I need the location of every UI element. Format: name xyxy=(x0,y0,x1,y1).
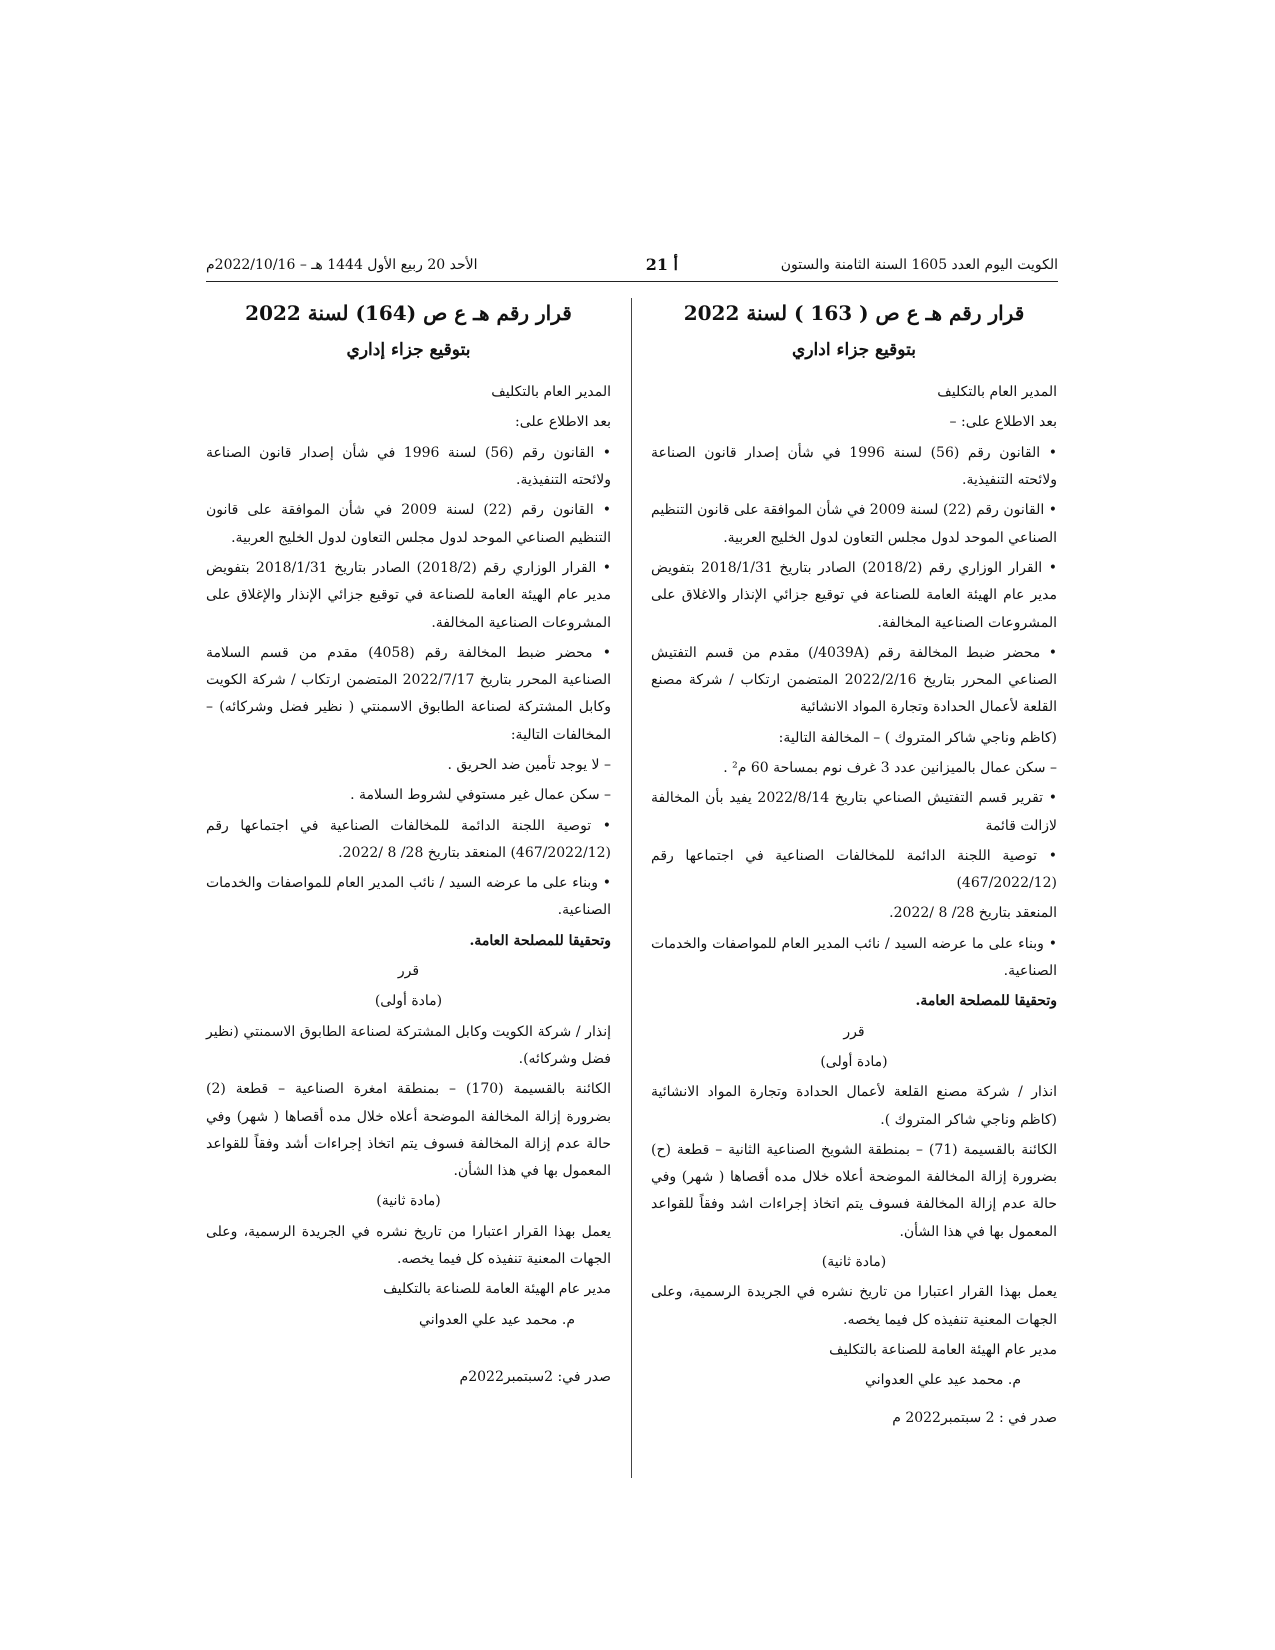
decision-164 xyxy=(206,298,611,1394)
paragraph: – لا يوجد تأمين ضد الحريق . xyxy=(447,757,611,773)
paragraph: • توصية اللجنة الدائمة للمخالفات الصناعية في اجتماعها رقم (467/2022/12) xyxy=(651,847,1057,892)
paragraph: • توصية اللجنة الدائمة للمخالفات الصناعية في اجتماعها رقم (467/2022/12) المنعقد بتاريخ 28/ 8 /2022. xyxy=(206,817,611,861)
paragraph: – سكن عمال بالميزانين عدد 3 غرف نوم بمساحة 60 م² . xyxy=(723,760,1057,776)
column-divider xyxy=(631,298,632,1478)
article-one-heading: (مادة أولى) xyxy=(820,1053,888,1070)
paragraph: بعد الاطلاع على: xyxy=(515,414,611,431)
issued-date: صدر في: 2سبتمبر2022م xyxy=(459,1368,611,1385)
article-two-text: يعمل بهذا القرار اعتبارا من تاريخ نشره في الجريدة الرسمية، وعلى الجهات المعنية تنفيذه كل فيما يخصه. xyxy=(206,1223,611,1268)
issued-date: صدر في : 2 سبتمبر2022 م xyxy=(892,1409,1057,1426)
page-number: أ 21 xyxy=(645,255,678,274)
paragraph: • محضر ضبط المخالفة رقم (4039A/) مقدم من قسم التفتيش الصناعي المحرر بتاريخ 2022/2/16 المتضمن ارتكاب / شركة مصنع القلعة لأعمال الحدادة وتجارة المواد الانشائية xyxy=(651,644,1058,716)
issue-info: الكويت اليوم العدد 1605 السنة الثامنة والستون xyxy=(780,257,1058,273)
signatory-name: م. محمد عيد علي العدواني xyxy=(865,1372,1021,1389)
paragraph: • وبناء على ما عرضه السيد / نائب المدير العام للمواصفات والخدمات الصناعية. xyxy=(206,875,611,919)
paragraph: • القرار الوزاري رقم (2018/2) الصادر بتاريخ 2018/1/31 بتفويض مدير عام الهيئة العامة للصناعة في توقيع جزائي الإنذار والاغلاق على المشروعات الصناعية المخالفة. xyxy=(651,559,1057,631)
paragraph: • القانون رقم (56) لسنة 1996 في شأن إصدار قانون الصناعة ولائحته التنفيذية. xyxy=(206,444,611,489)
paragraph: وتحقيقا للمصلحة العامة. xyxy=(915,993,1057,1010)
article-one-heading: (مادة أولى) xyxy=(374,993,443,1010)
paragraph: • القانون رقم (56) لسنة 1996 في شأن إصدار قانون الصناعة ولائحته التنفيذية. xyxy=(651,444,1057,489)
article-two-heading: (مادة ثانية) xyxy=(821,1254,887,1271)
article-one-text: انذار / شركة مصنع القلعة لأعمال الحدادة وتجارة المواد الانشائية (كاظم وناجي شاكر المتروك ). xyxy=(651,1084,1057,1128)
paragraph: – سكن عمال غير مستوفي لشروط السلامة . xyxy=(350,787,611,804)
decision-subtitle: بتوقيع جزاء اداري xyxy=(792,340,916,360)
article-one-text: الكائنة بالقسيمة (170) – بمنطقة امغرة الصناعية – قطعة (2) بضرورة إزالة المخالفة الموضحة أعلاه خلال مده أقصاها ( شهر) وفي حالة عدم إزالة المخالفة فسوف يتم اتخاذ إجراءات أشد وفقاً للقواعد المعمول بها في هذا الشأن. xyxy=(206,1081,612,1180)
signatory-name: م. محمد عيد علي العدواني xyxy=(419,1311,575,1328)
paragraph: • محضر ضبط المخالفة رقم (4058) مقدم من قسم السلامة الصناعية المحرر بتاريخ 2022/7/17 المتضمن ارتكاب / شركة الكويت وكابل المشتركة لصناعة الطابوق الاسمنتي ( نظير فضل وشركائه) – المخالفات التالية: xyxy=(206,644,611,743)
paragraph: • تقرير قسم التفتيش الصناعي بتاريخ 2022/8/14 يفيد بأن المخالفة لازالت قائمة xyxy=(651,790,1057,834)
paragraph: بعد الاطلاع على: – xyxy=(949,414,1057,431)
article-two-text: يعمل بهذا القرار اعتبارا من تاريخ نشره في الجريدة الرسمية، وعلى الجهات المعنية تنفيذه كل فيما يخصه. xyxy=(651,1284,1057,1328)
issue-date: الأحد 20 ربيع الأول 1444 هـ – 2022/10/16م xyxy=(206,257,478,273)
signatory-title: مدير عام الهيئة العامة للصناعة بالتكليف xyxy=(829,1341,1057,1358)
decision-title: قرار رقم هـ ع ص (164) لسنة 2022 xyxy=(245,301,572,325)
paragraph: المدير العام بالتكليف xyxy=(491,384,611,401)
decision-subtitle: بتوقيع جزاء إداري xyxy=(346,340,471,360)
decided-label: قرر xyxy=(843,1023,865,1040)
decided-label: قرر xyxy=(397,963,420,980)
decision-title: قرار رقم هـ ع ص ( 163 ) لسنة 2022 xyxy=(683,301,1025,325)
page-header xyxy=(206,255,1058,282)
paragraph: • القانون رقم (22) لسنة 2009 في شأن الموافقة على قانون التنظيم الصناعي الموحد لدول مجلس التعاون لدول الخليج العربية. xyxy=(206,502,611,546)
article-one-text: الكائنة بالقسيمة (71) – بمنطقة الشويخ الصناعية الثانية – قطعة (ح) بضرورة إزالة المخالفة الموضحة أعلاه خلال مده أقصاها ( شهر) وفي حالة عدم إزالة المخالفة فسوف يتم اتخاذ إجراءات اشد وفقاً للقواعد المعمول بها في هذا الشأن. xyxy=(651,1141,1058,1240)
article-one-text: إنذار / شركة الكويت وكابل المشتركة لصناعة الطابوق الاسمنتي (نظير فضل وشركائه). xyxy=(206,1023,611,1067)
signatory-title: مدير عام الهيئة العامة للصناعة بالتكليف xyxy=(383,1281,611,1298)
paragraph: المنعقد بتاريخ 28/ 8 /2022. xyxy=(889,905,1057,922)
paragraph: • القرار الوزاري رقم (2018/2) الصادر بتاريخ 2018/1/31 بتفويض مدير عام الهيئة العامة للصناعة في توقيع جزائي الإنذار والإغلاق على المشروعات الصناعية المخالفة. xyxy=(206,559,611,631)
paragraph: وتحقيقا للمصلحة العامة. xyxy=(469,932,611,949)
paragraph: المدير العام بالتكليف xyxy=(937,384,1057,401)
paragraph: • القانون رقم (22) لسنة 2009 في شأن الموافقة على قانون التنظيم الصناعي الموحد لدول مجلس التعاون لدول الخليج العربية. xyxy=(651,502,1057,546)
decision-163 xyxy=(651,298,1057,1435)
paragraph: (كاظم وناجي شاكر المتروك ) – المخالفة التالية: xyxy=(778,729,1057,746)
article-two-heading: (مادة ثانية) xyxy=(376,1193,441,1210)
paragraph: • وبناء على ما عرضه السيد / نائب المدير العام للمواصفات والخدمات الصناعية. xyxy=(651,935,1057,980)
